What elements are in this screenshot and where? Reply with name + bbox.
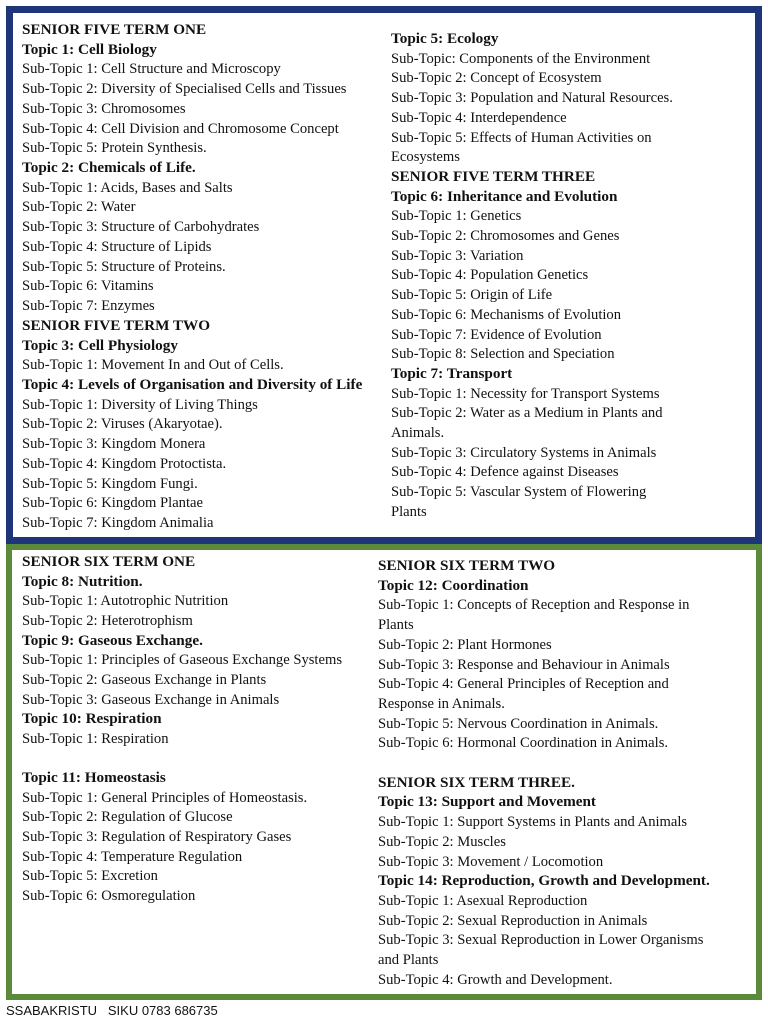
section-heading: Topic 4: Levels of Organisation and Diversity of Life <box>22 375 363 393</box>
subtopic-line: Sub-Topic 2: Concept of Ecosystem <box>391 70 602 87</box>
section-heading: Topic 7: Transport <box>391 364 513 382</box>
subtopic-line: Sub-Topic 4: Growth and Development. <box>378 971 613 988</box>
subtopic-line: Sub-Topic 4: Defence against Diseases <box>391 464 619 481</box>
section-heading: Topic 9: Gaseous Exchange. <box>22 631 203 649</box>
subtopic-line: Sub-Topic 1: Respiration <box>22 730 169 747</box>
subtopic-line: Sub-Topic 1: Concepts of Reception and Response in <box>378 597 690 614</box>
subtopic-line: Sub-Topic 6: Osmoregulation <box>22 888 196 905</box>
section-heading: Topic 8: Nutrition. <box>22 572 143 590</box>
section-heading: Topic 12: Coordination <box>378 576 529 594</box>
subtopic-line: Sub-Topic 1: Principles of Gaseous Exchange Systems <box>22 652 342 669</box>
subtopic-line: Sub-Topic 2: Muscles <box>378 833 506 850</box>
subtopic-line: Sub-Topic 3: Population and Natural Resources. <box>391 90 673 107</box>
subtopic-line: Sub-Topic 8: Selection and Speciation <box>391 346 615 363</box>
senior-six-right-column <box>378 556 753 996</box>
subtopic-line: Sub-Topic 7: Enzymes <box>22 298 155 315</box>
subtopic-line: Sub-Topic 1: Asexual Reproduction <box>378 892 588 909</box>
senior-six-panel <box>6 544 762 1000</box>
subtopic-line: Response in Animals. <box>378 695 505 712</box>
subtopic-line: Sub-Topic 3: Movement / Locomotion <box>378 853 604 870</box>
subtopic-line: Sub-Topic 3: Gaseous Exchange in Animals <box>22 691 280 708</box>
subtopic-line: Sub-Topic 5: Origin of Life <box>391 287 553 304</box>
footer-credit: SSABAKRISTU SIKU 0783 686735 <box>6 1003 218 1018</box>
subtopic-line: Sub-Topic 5: Effects of Human Activities on <box>391 129 652 146</box>
subtopic-line: Sub-Topic 2: Viruses (Akaryotae). <box>22 416 223 433</box>
section-heading: Topic 1: Cell Biology <box>22 40 157 58</box>
subtopic-line: Sub-Topic 4: Structure of Lipids <box>22 238 212 255</box>
subtopic-line: Sub-Topic 1: Cell Structure and Microscopy <box>22 61 281 78</box>
subtopic-line: Sub-Topic 5: Excretion <box>22 868 158 885</box>
subtopic-line: Sub-Topic 4: Population Genetics <box>391 267 589 284</box>
senior-five-left-column <box>22 20 382 540</box>
section-heading: SENIOR FIVE TERM ONE <box>22 21 207 38</box>
subtopic-line: Sub-Topic 2: Chromosomes and Genes <box>391 228 620 244</box>
senior-five-panel <box>6 6 762 544</box>
section-heading: Topic 13: Support and Movement <box>378 793 596 811</box>
section-heading: SENIOR FIVE TERM TWO <box>22 316 211 334</box>
subtopic-line: Plants <box>391 503 427 520</box>
subtopic-line: Sub-Topic 5: Structure of Proteins. <box>22 258 226 275</box>
subtopic-line: Sub-Topic 4: Temperature Regulation <box>22 848 243 865</box>
subtopic-line: Sub-Topic 3: Chromosomes <box>22 100 186 117</box>
section-heading: Topic 3: Cell Physiology <box>22 336 178 354</box>
subtopic-line: Sub-Topic 1: Autotrophic Nutrition <box>22 593 229 610</box>
subtopic-line: Sub-Topic 1: Movement In and Out of Cells. <box>22 357 284 374</box>
subtopic-line: Sub-Topic 3: Response and Behaviour in Animals <box>378 656 670 673</box>
subtopic-line: Sub-Topic 4: Kingdom Protoctista. <box>22 455 227 472</box>
subtopic-line: Sub-Topic 1: Diversity of Living Things <box>22 396 258 413</box>
subtopic-line: Sub-Topic 5: Nervous Coordination in Animals. <box>378 715 659 732</box>
subtopic-line: Sub-Topic 1: General Principles of Homeostasis. <box>22 789 308 806</box>
subtopic-line: Sub-Topic 3: Variation <box>391 247 524 264</box>
subtopic-line: Sub-Topic 7: Kingdom Animalia <box>22 515 214 531</box>
section-heading: Topic 14: Reproduction, Growth and Development. <box>378 872 710 890</box>
subtopic-line: Sub-Topic 1: Acids, Bases and Salts <box>22 179 233 196</box>
section-heading: Topic 6: Inheritance and Evolution <box>391 187 618 205</box>
subtopic-line: Sub-Topic 5: Kingdom Fungi. <box>22 475 198 492</box>
section-heading: Topic 2: Chemicals of Life. <box>22 159 196 177</box>
subtopic-line: Sub-Topic 5: Vascular System of Flowering <box>391 484 647 501</box>
subtopic-line: Sub-Topic: Components of the Environment <box>391 50 651 67</box>
subtopic-line: Sub-Topic 6: Vitamins <box>22 278 154 295</box>
subtopic-line: Sub-Topic 4: General Principles of Reception and <box>378 676 669 693</box>
subtopic-line: Sub-Topic 5: Protein Synthesis. <box>22 140 207 157</box>
subtopic-line: Sub-Topic 3: Kingdom Monera <box>22 436 206 453</box>
section-heading: SENIOR SIX TERM THREE. <box>378 773 575 791</box>
subtopic-line: Sub-Topic 4: Interdependence <box>391 109 567 126</box>
subtopic-line: Sub-Topic 6: Kingdom Plantae <box>22 495 203 512</box>
section-heading: Topic 10: Respiration <box>22 710 162 728</box>
subtopic-line: Animals. <box>391 425 445 441</box>
subtopic-line: Sub-Topic 1: Necessity for Transport Systems <box>391 385 660 402</box>
subtopic-line: Plants <box>378 617 414 634</box>
subtopic-line: Sub-Topic 2: Water as a Medium in Plants and <box>391 405 663 422</box>
section-heading: SENIOR SIX TERM ONE <box>22 553 196 570</box>
subtopic-line: Sub-Topic 4: Cell Division and Chromosome Concept <box>22 120 339 137</box>
subtopic-line: Sub-Topic 1: Support Systems in Plants and Animals <box>378 814 688 831</box>
subtopic-line: Sub-Topic 2: Gaseous Exchange in Plants <box>22 671 267 688</box>
subtopic-line: Sub-Topic 2: Heterotrophism <box>22 612 193 629</box>
subtopic-line: Sub-Topic 3: Circulatory Systems in Animals <box>391 444 657 461</box>
subtopic-line: and Plants <box>378 952 439 968</box>
subtopic-line: Sub-Topic 2: Sexual Reproduction in Animals <box>378 912 648 929</box>
subtopic-line: Sub-Topic 2: Water <box>22 199 136 216</box>
subtopic-line: Sub-Topic 2: Regulation of Glucose <box>22 809 233 826</box>
subtopic-line: Sub-Topic 3: Sexual Reproduction in Lower Organisms <box>378 932 704 949</box>
subtopic-line: Sub-Topic 3: Structure of Carbohydrates <box>22 219 260 236</box>
section-heading: SENIOR SIX TERM TWO <box>378 557 556 574</box>
section-heading: SENIOR FIVE TERM THREE <box>391 167 596 185</box>
subtopic-line: Sub-Topic 1: Genetics <box>391 208 522 225</box>
subtopic-line: Sub-Topic 7: Evidence of Evolution <box>391 326 602 343</box>
subtopic-line: Ecosystems <box>391 149 460 166</box>
subtopic-line: Sub-Topic 6: Hormonal Coordination in Animals. <box>378 735 669 752</box>
senior-five-right-column <box>391 29 751 529</box>
subtopic-line: Sub-Topic 3: Regulation of Respiratory Gases <box>22 829 292 846</box>
subtopic-line: Sub-Topic 2: Diversity of Specialised Cells and Tissues <box>22 81 347 98</box>
section-heading: Topic 5: Ecology <box>391 30 499 47</box>
senior-six-left-column <box>22 552 377 992</box>
subtopic-line: Sub-Topic 6: Mechanisms of Evolution <box>391 306 622 323</box>
subtopic-line: Sub-Topic 2: Plant Hormones <box>378 636 552 653</box>
section-heading: Topic 11: Homeostasis <box>22 769 166 787</box>
